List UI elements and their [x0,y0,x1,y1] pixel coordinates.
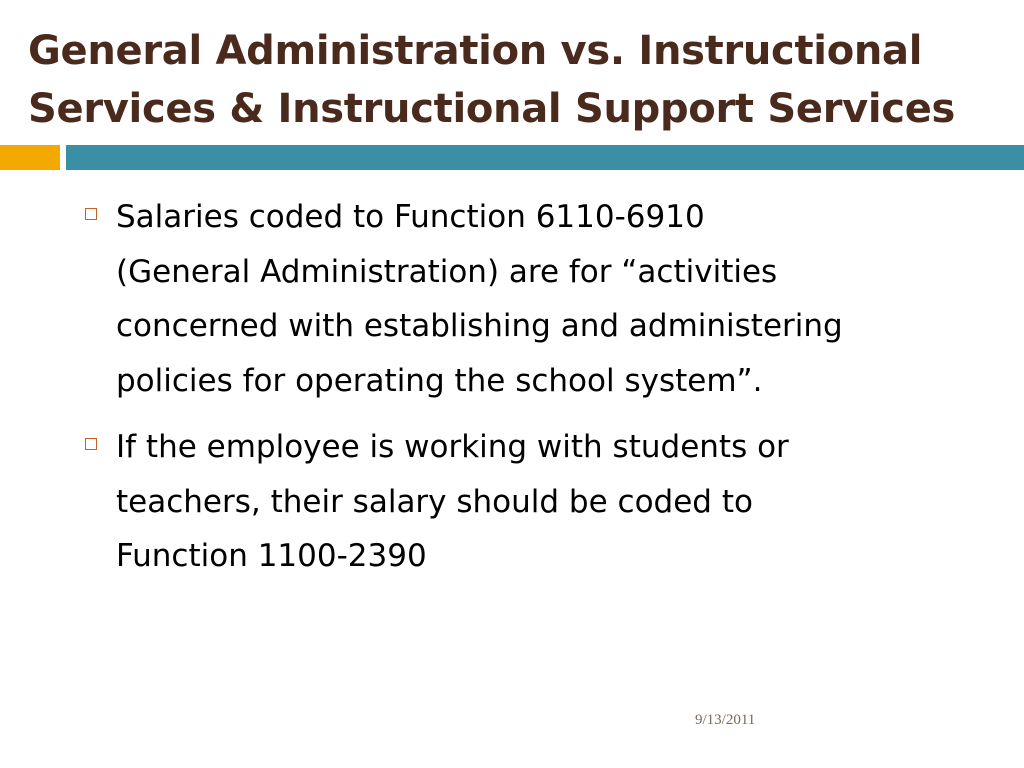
accent-bar-orange [0,145,60,170]
bullet-item [82,190,962,408]
hollow-square-bullet-icon [85,208,97,220]
bullet-text-line: If the employee is working with students or [116,429,789,465]
slide-title-line-1: General Administration vs. Instructional [28,28,923,74]
bullet-text-line: teachers, their salary should be coded to [116,483,753,520]
bullet-text-line: Function 1100-2390 [116,538,427,574]
slide-title-line-2: Services & Instructional Support Services [28,86,956,132]
hollow-square-bullet-icon [85,438,97,450]
slide-date: 9/13/2011 [695,712,756,728]
bullet-list [82,190,962,596]
accent-bar-teal [66,145,1024,170]
bullet-text-line: concerned with establishing and administering [116,308,843,344]
bullet-item [82,420,962,584]
bullet-text-line: (General Administration) are for “activities [116,253,778,290]
slide-title [28,22,1008,138]
bullet-text-line: policies for operating the school system”. [116,362,763,399]
bullet-text-line: Salaries coded to Function 6110-6910 [116,199,705,235]
